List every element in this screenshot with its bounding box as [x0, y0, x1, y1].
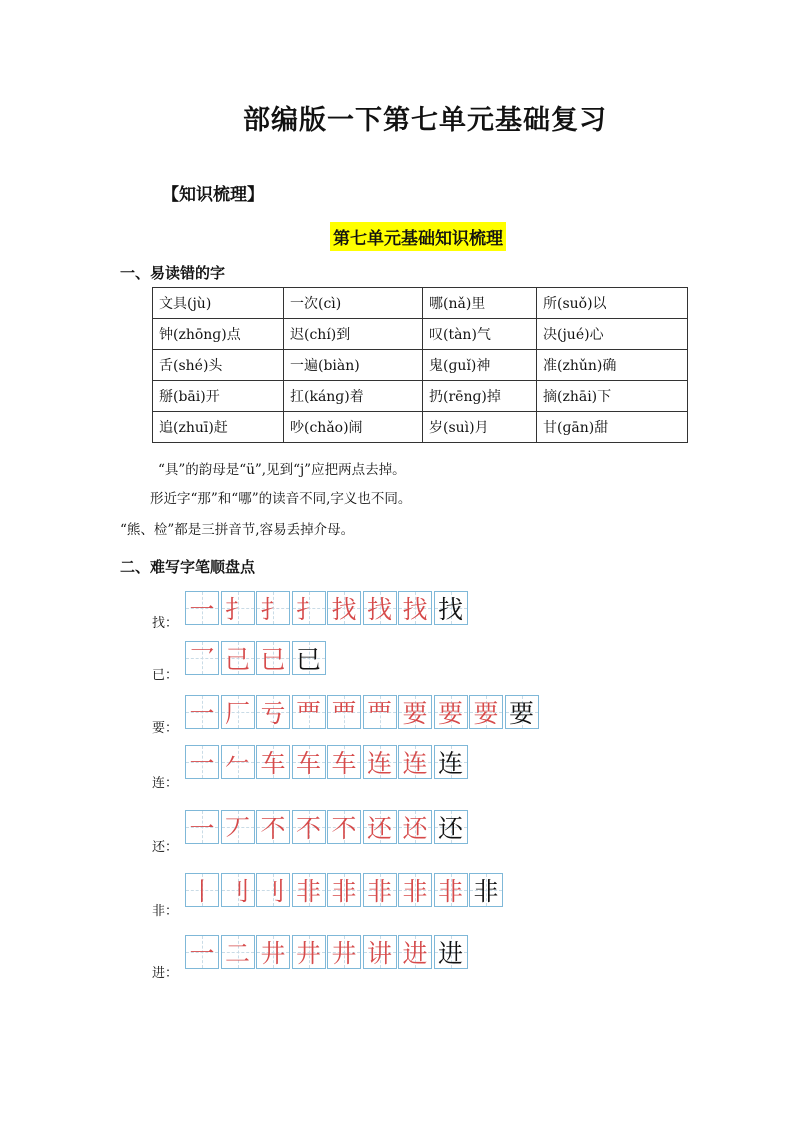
stroke-step-glyph: 已 — [295, 645, 321, 674]
table-cell: 决(jué)心 — [537, 319, 688, 350]
stroke-step-glyph: 找 — [402, 595, 428, 624]
stroke-step-glyph: 一 — [189, 939, 215, 968]
stroke-sequence — [185, 935, 469, 969]
stroke-step-cell — [221, 873, 255, 907]
stroke-step-glyph: 进 — [402, 939, 428, 968]
stroke-step-glyph: 一 — [189, 699, 215, 728]
stroke-step-cell — [327, 935, 361, 969]
stroke-step-cell — [398, 935, 432, 969]
stroke-step-glyph: 找 — [366, 595, 392, 624]
stroke-step-glyph: 非 — [331, 877, 357, 906]
stroke-char-label: 还： — [152, 840, 179, 855]
stroke-step-glyph: 非 — [402, 877, 428, 906]
table-cell: 掰(bāi)开 — [153, 381, 284, 412]
stroke-step-cell — [256, 591, 290, 625]
stroke-step-glyph: 非 — [366, 877, 392, 906]
stroke-step-glyph: 𠂉 — [224, 749, 250, 778]
stroke-step-glyph: 找 — [437, 595, 463, 624]
stroke-step-cell — [327, 745, 361, 779]
stroke-step-glyph: 覀 — [295, 699, 321, 728]
stroke-sequence — [185, 641, 327, 675]
stroke-step-glyph: 丆 — [224, 814, 250, 843]
stroke-step-cell — [292, 695, 326, 729]
stroke-step-glyph: 连 — [437, 749, 463, 778]
table-cell: 叹(tàn)气 — [423, 319, 537, 350]
stroke-step-cell — [292, 591, 326, 625]
table-row — [153, 412, 688, 443]
stroke-sequence — [185, 745, 469, 779]
stroke-step-glyph: 一 — [189, 595, 215, 624]
unit-heading: 第七单元基础知识梳理 — [330, 222, 506, 251]
stroke-step-glyph: 还 — [437, 814, 463, 843]
stroke-char-label: 要： — [152, 721, 179, 736]
stroke-step-cell — [363, 935, 397, 969]
table-row — [153, 381, 688, 412]
stroke-step-glyph: 乛 — [189, 645, 215, 674]
stroke-step-cell — [363, 591, 397, 625]
table-cell: 文具(jù) — [153, 288, 284, 319]
stroke-step-cell — [185, 810, 219, 844]
stroke-step-glyph: 已 — [260, 645, 286, 674]
stroke-step-glyph: 井 — [295, 939, 321, 968]
table-row — [153, 288, 688, 319]
page-title: 部编版一下第七单元基础复习 — [243, 105, 607, 136]
stroke-step-glyph: 要 — [473, 699, 499, 728]
stroke-step-cell — [256, 695, 290, 729]
stroke-step-cell — [434, 591, 468, 625]
stroke-step-glyph: 覀 — [366, 699, 392, 728]
stroke-step-glyph: 二 — [224, 939, 250, 968]
stroke-step-cell — [505, 695, 539, 729]
stroke-step-glyph: 进 — [437, 939, 463, 968]
stroke-step-glyph: 不 — [260, 814, 286, 843]
stroke-step-glyph: 扌 — [295, 595, 321, 624]
stroke-step-cell — [398, 873, 432, 907]
table-cell: 一次(cì) — [284, 288, 423, 319]
stroke-step-cell — [292, 810, 326, 844]
stroke-step-cell — [327, 873, 361, 907]
table-cell: 追(zhuī)赶 — [153, 412, 284, 443]
table-cell: 迟(chí)到 — [284, 319, 423, 350]
table-row — [153, 350, 688, 381]
table-cell: 甘(ɡān)甜 — [537, 412, 688, 443]
stroke-step-cell — [363, 695, 397, 729]
stroke-step-glyph: 扌 — [224, 595, 250, 624]
table-cell: 哪(nǎ)里 — [423, 288, 537, 319]
stroke-step-glyph: 井 — [260, 939, 286, 968]
stroke-step-cell — [327, 810, 361, 844]
stroke-step-cell — [434, 873, 468, 907]
stroke-step-glyph: 覀 — [331, 699, 357, 728]
stroke-step-glyph: 还 — [366, 814, 392, 843]
stroke-step-glyph: 刂 — [260, 877, 286, 906]
table-cell: 吵(chǎo)闹 — [284, 412, 423, 443]
stroke-step-cell — [292, 935, 326, 969]
stroke-sequence — [185, 591, 469, 625]
stroke-step-cell — [398, 745, 432, 779]
stroke-step-glyph: 一 — [189, 814, 215, 843]
stroke-step-cell — [185, 873, 219, 907]
stroke-step-glyph: 车 — [295, 749, 321, 778]
stroke-step-glyph: 扌 — [260, 595, 286, 624]
stroke-step-cell — [469, 873, 503, 907]
stroke-step-cell — [469, 695, 503, 729]
stroke-step-cell — [292, 641, 326, 675]
section-1-heading: 一、易读错的字 — [120, 264, 226, 282]
stroke-step-glyph: 丨 — [189, 877, 215, 906]
reading-table — [152, 287, 688, 443]
stroke-step-glyph: 讲 — [366, 939, 392, 968]
stroke-step-glyph: 找 — [331, 595, 357, 624]
stroke-step-cell — [398, 591, 432, 625]
stroke-char-label: 非： — [152, 904, 179, 919]
stroke-step-cell — [363, 745, 397, 779]
stroke-step-cell — [256, 873, 290, 907]
stroke-step-glyph: 要 — [508, 699, 534, 728]
stroke-step-cell — [292, 873, 326, 907]
note-2: 形近字“那”和“哪”的读音不同,字义也不同。 — [150, 491, 412, 507]
stroke-step-glyph: 己 — [224, 645, 250, 674]
stroke-step-glyph: 不 — [295, 814, 321, 843]
stroke-step-glyph: 连 — [402, 749, 428, 778]
table-cell: 舌(shé)头 — [153, 350, 284, 381]
stroke-step-glyph: 车 — [260, 749, 286, 778]
stroke-step-glyph: 非 — [437, 877, 463, 906]
table-cell: 准(zhǔn)确 — [537, 350, 688, 381]
stroke-step-glyph: 连 — [366, 749, 392, 778]
section-2-heading: 二、难写字笔顺盘点 — [120, 558, 256, 576]
stroke-step-glyph: 亏 — [260, 699, 286, 728]
note-1: “具”的韵母是“ü”,见到“j”应把两点去掉。 — [158, 462, 406, 478]
stroke-step-cell — [398, 695, 432, 729]
stroke-step-cell — [185, 935, 219, 969]
stroke-step-cell — [434, 810, 468, 844]
stroke-step-cell — [434, 935, 468, 969]
stroke-char-label: 连： — [152, 776, 179, 791]
stroke-step-cell — [221, 695, 255, 729]
stroke-step-cell — [327, 695, 361, 729]
stroke-step-glyph: 车 — [331, 749, 357, 778]
stroke-step-cell — [327, 591, 361, 625]
stroke-step-cell — [185, 591, 219, 625]
table-row — [153, 319, 688, 350]
table-cell: 所(suǒ)以 — [537, 288, 688, 319]
knowledge-heading: 【知识梳理】 — [162, 185, 264, 205]
stroke-step-cell — [363, 810, 397, 844]
stroke-step-cell — [185, 745, 219, 779]
stroke-step-glyph: 一 — [189, 749, 215, 778]
stroke-step-cell — [256, 641, 290, 675]
table-cell: 鬼(ɡuǐ)神 — [423, 350, 537, 381]
table-cell: 摘(zhāi)下 — [537, 381, 688, 412]
stroke-step-glyph: 要 — [402, 699, 428, 728]
stroke-step-glyph: 不 — [331, 814, 357, 843]
stroke-step-cell — [185, 641, 219, 675]
stroke-step-cell — [256, 745, 290, 779]
stroke-step-glyph: 厂 — [224, 699, 250, 728]
table-cell: 钟(zhōnɡ)点 — [153, 319, 284, 350]
stroke-step-glyph: 刂 — [224, 877, 250, 906]
stroke-step-cell — [434, 695, 468, 729]
table-cell: 岁(suì)月 — [423, 412, 537, 443]
stroke-step-cell — [185, 695, 219, 729]
stroke-char-label: 找： — [152, 616, 179, 631]
stroke-char-label: 进： — [152, 966, 179, 981]
note-3: “熊、检”都是三拼音节,容易丢掉介母。 — [120, 522, 355, 538]
stroke-step-glyph: 要 — [437, 699, 463, 728]
stroke-step-cell — [398, 810, 432, 844]
stroke-step-cell — [221, 745, 255, 779]
table-cell: 扛(kánɡ)着 — [284, 381, 423, 412]
stroke-sequence — [185, 873, 505, 907]
stroke-step-cell — [292, 745, 326, 779]
stroke-step-cell — [434, 745, 468, 779]
stroke-step-cell — [363, 873, 397, 907]
table-cell: 一遍(biàn) — [284, 350, 423, 381]
stroke-step-glyph: 还 — [402, 814, 428, 843]
stroke-step-cell — [256, 935, 290, 969]
stroke-step-cell — [221, 810, 255, 844]
stroke-step-glyph: 非 — [295, 877, 321, 906]
stroke-step-cell — [221, 591, 255, 625]
stroke-step-glyph: 非 — [473, 877, 499, 906]
stroke-step-cell — [256, 810, 290, 844]
stroke-step-glyph: 井 — [331, 939, 357, 968]
table-cell: 扔(rēnɡ)掉 — [423, 381, 537, 412]
stroke-char-label: 已： — [152, 668, 179, 683]
stroke-step-cell — [221, 935, 255, 969]
stroke-sequence — [185, 695, 540, 729]
stroke-step-cell — [221, 641, 255, 675]
stroke-sequence — [185, 810, 469, 844]
